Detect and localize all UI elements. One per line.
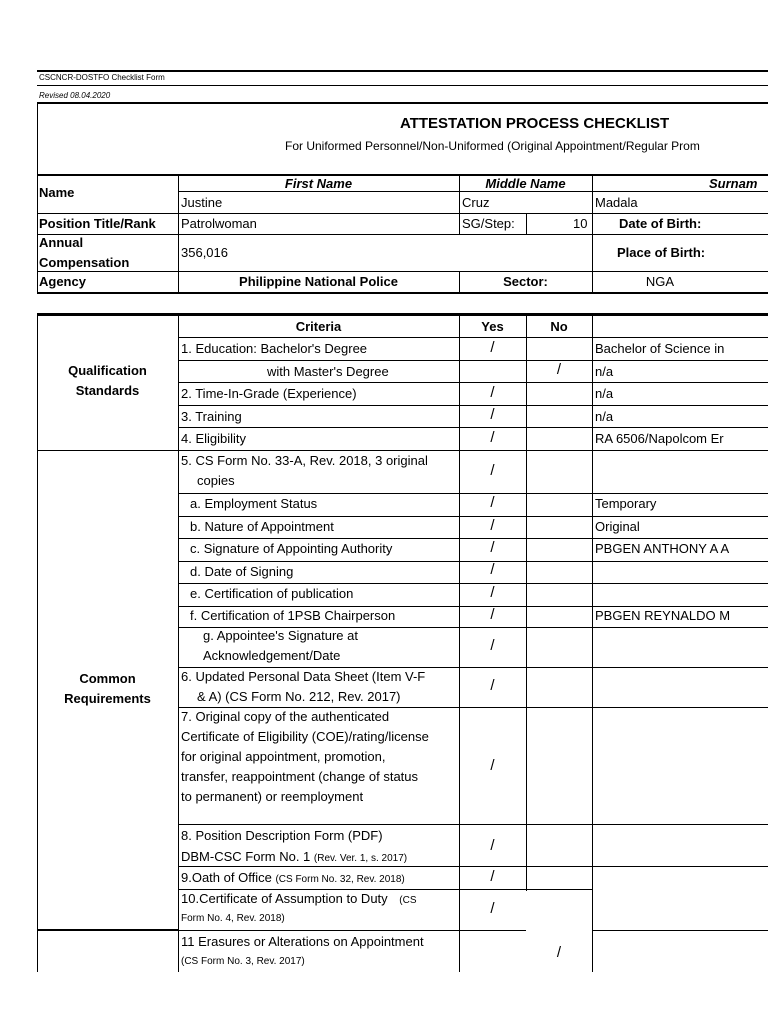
form-subtitle: For Uniformed Personnel/Non-Uniformed (Original Appointment/Regular Prom bbox=[285, 139, 700, 153]
remark-nature-of-appointment: Original bbox=[595, 519, 640, 534]
remark-eligibility: RA 6506/Napolcom Er bbox=[595, 431, 724, 446]
common-label-2: Requirements bbox=[64, 691, 151, 706]
pob-label: Place of Birth: bbox=[617, 245, 706, 260]
yes-header: Yes bbox=[481, 319, 504, 334]
yes-mark-nature-of-appointment: / bbox=[490, 517, 495, 534]
criteria-appointee-signature-line2: Acknowledgement/Date bbox=[203, 648, 341, 663]
first-name-header: First Name bbox=[284, 176, 353, 191]
yes-mark-appointee-signature: / bbox=[490, 637, 495, 654]
criteria-masters: with Master's Degree bbox=[267, 364, 389, 379]
remark-training: n/a bbox=[595, 409, 614, 424]
yes-mark-pds: / bbox=[490, 677, 495, 694]
criteria-coe-line5: to permanent) or reemployment bbox=[181, 789, 364, 804]
remark-time-in-grade: n/a bbox=[595, 386, 614, 401]
common-label-1: Common bbox=[79, 671, 136, 686]
surname-header: Surnam bbox=[709, 176, 758, 191]
criteria-training: 3. Training bbox=[181, 409, 242, 424]
criteria-erasures-form: (CS Form No. 3, Rev. 2017) bbox=[181, 956, 305, 967]
remark-masters: n/a bbox=[595, 364, 614, 379]
criteria-pds-line1: 6. Updated Personal Data Sheet (Item V-F bbox=[181, 669, 426, 684]
annual-value: 356,016 bbox=[181, 245, 228, 260]
criteria-cs-form-33a-line2: copies bbox=[197, 473, 235, 488]
criteria-oath-main: 9.Oath of Office bbox=[181, 870, 272, 885]
sector-value: NGA bbox=[645, 274, 675, 289]
yes-mark-employment-status: / bbox=[490, 494, 495, 511]
form-title: ATTESTATION PROCESS CHECKLIST bbox=[400, 115, 670, 132]
remark-employment-status: Temporary bbox=[595, 496, 657, 511]
criteria-pdf-form-no: DBM-CSC Form No. 1 bbox=[181, 849, 311, 864]
annual-label-1: Annual bbox=[39, 235, 84, 250]
yes-mark-coe: / bbox=[490, 757, 495, 774]
position-value: Patrolwoman bbox=[181, 216, 257, 231]
yes-mark-cs-form-33a: / bbox=[490, 462, 495, 479]
criteria-certification-1psb: f. Certification of 1PSB Chairperson bbox=[190, 608, 396, 623]
yes-mark-education: / bbox=[490, 339, 495, 356]
annual-label-2: Compensation bbox=[39, 255, 130, 270]
yes-mark-certification-publication: / bbox=[490, 584, 495, 601]
criteria-certification-publication: e. Certification of publication bbox=[190, 586, 354, 601]
no-header: No bbox=[550, 319, 568, 334]
qualification-label-2: Standards bbox=[75, 383, 140, 398]
agency-value: Philippine National Police bbox=[239, 274, 398, 289]
criteria-coe-line4: transfer, reappointment (change of status bbox=[181, 769, 419, 784]
yes-mark-signature-authority: / bbox=[490, 539, 495, 556]
middle-name-header: Middle Name bbox=[485, 176, 566, 191]
criteria-appointee-signature-line1: g. Appointee's Signature at bbox=[203, 628, 358, 643]
criteria-pdf-revision: (Rev. Ver. 1, s. 2017) bbox=[313, 853, 408, 864]
middle-name-value: Cruz bbox=[462, 195, 490, 210]
criteria-signature-authority: c. Signature of Appointing Authority bbox=[190, 541, 393, 556]
dob-label: Date of Birth: bbox=[619, 216, 702, 231]
sector-label: Sector: bbox=[503, 274, 548, 289]
yes-mark-eligibility: / bbox=[490, 429, 495, 446]
criteria-pdf-line2 bbox=[181, 847, 407, 869]
revised-date: Revised 08.04.2020 bbox=[39, 91, 111, 100]
no-mark-masters: / bbox=[556, 361, 562, 378]
yes-mark-assumption: / bbox=[490, 900, 495, 917]
checklist-sheet bbox=[37, 70, 768, 972]
criteria-erasures-line1: 11 Erasures or Alterations on Appointment bbox=[181, 934, 424, 949]
no-mark-erasures: / bbox=[556, 944, 562, 961]
criteria-assumption-cs: (CS bbox=[399, 895, 417, 906]
remark-certification-1psb: PBGEN REYNALDO M bbox=[595, 608, 731, 623]
yes-mark-date-of-signing: / bbox=[490, 561, 495, 578]
yes-mark-pdf: / bbox=[490, 837, 495, 854]
form-code: CSCNCR-DOSTFO Checklist Form bbox=[39, 73, 165, 82]
criteria-coe-line3: for original appointment, promotion, bbox=[181, 749, 386, 764]
criteria-coe-line1: 7. Original copy of the authenticated bbox=[181, 709, 390, 724]
yes-mark-time-in-grade: / bbox=[490, 384, 495, 401]
qualification-label-1: Qualification bbox=[68, 363, 147, 378]
criteria-header: Criteria bbox=[295, 319, 342, 334]
criteria-time-in-grade: 2. Time-In-Grade (Experience) bbox=[181, 386, 357, 401]
criteria-nature-of-appointment: b. Nature of Appointment bbox=[190, 519, 334, 534]
surname-value: Madala bbox=[595, 195, 638, 210]
criteria-assumption-line1 bbox=[181, 889, 417, 911]
yes-mark-training: / bbox=[490, 406, 495, 423]
sg-step-value: 10 bbox=[573, 216, 588, 231]
name-label: Name bbox=[39, 185, 75, 200]
criteria-assumption-main: 10.Certificate of Assumption to Duty bbox=[181, 891, 388, 906]
criteria-date-of-signing: d. Date of Signing bbox=[190, 564, 294, 579]
remark-signature-authority: PBGEN ANTHONY A A bbox=[595, 541, 730, 556]
criteria-pdf-line1: 8. Position Description Form (PDF) bbox=[181, 828, 383, 843]
criteria-eligibility: 4. Eligibility bbox=[181, 431, 247, 446]
criteria-cs-form-33a-line1: 5. CS Form No. 33-A, Rev. 2018, 3 original bbox=[181, 453, 428, 468]
yes-mark-oath: / bbox=[490, 868, 495, 885]
criteria-employment-status: a. Employment Status bbox=[190, 496, 318, 511]
position-label: Position Title/Rank bbox=[39, 216, 156, 231]
criteria-oath-form: (CS Form No. 32, Rev. 2018) bbox=[275, 874, 405, 885]
criteria-assumption-form: Form No. 4, Rev. 2018) bbox=[181, 913, 285, 924]
sg-step-label: SG/Step: bbox=[462, 216, 515, 231]
first-name-value: Justine bbox=[181, 195, 223, 210]
yes-mark-certification-1psb: / bbox=[490, 606, 495, 623]
criteria-coe-line2: Certificate of Eligibility (COE)/rating/license bbox=[181, 729, 429, 744]
agency-label: Agency bbox=[39, 274, 86, 289]
criteria-education: 1. Education: Bachelor's Degree bbox=[181, 341, 368, 356]
remark-education: Bachelor of Science in bbox=[595, 341, 725, 356]
criteria-pds-line2: & A) (CS Form No. 212, Rev. 2017) bbox=[197, 689, 401, 704]
criteria-oath bbox=[181, 868, 405, 890]
